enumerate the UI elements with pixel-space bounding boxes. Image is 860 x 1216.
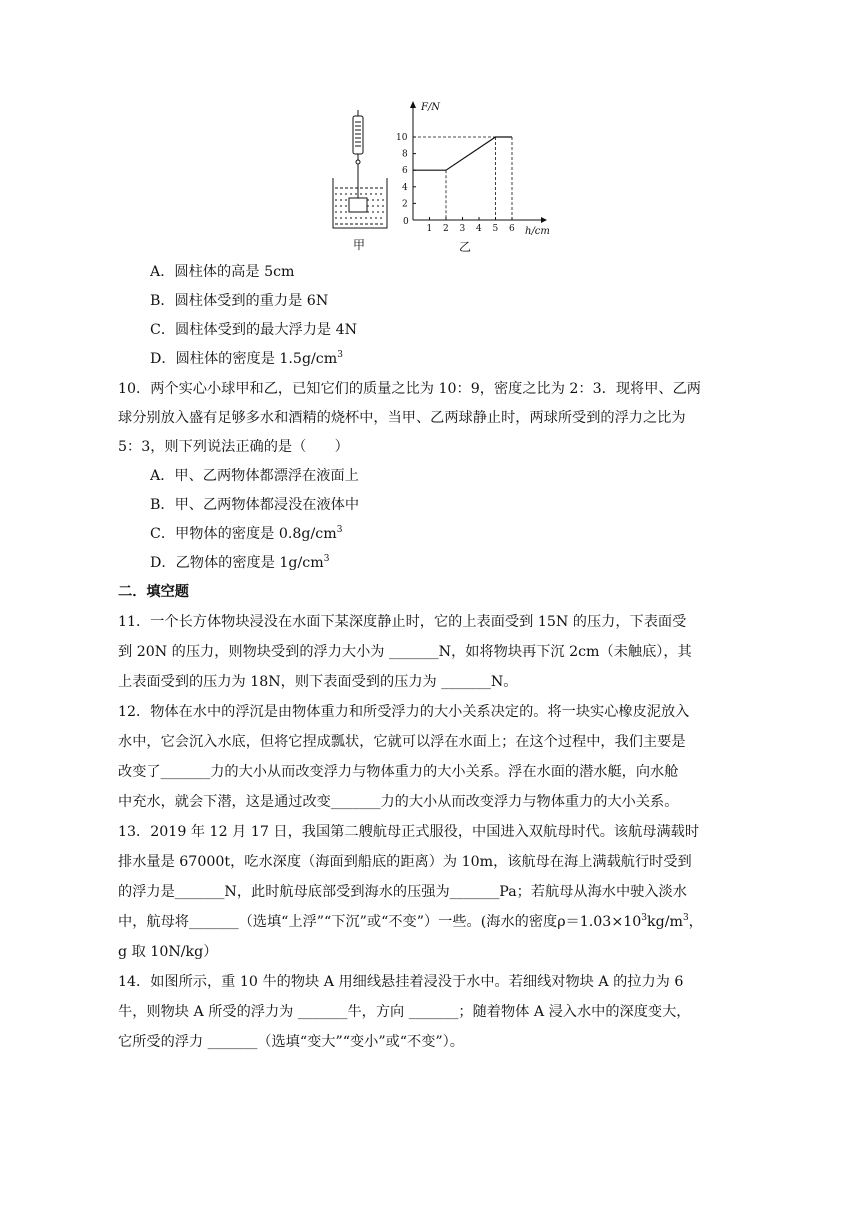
q11-line-3: 上表面受到的压力为 18N，则下表面受到的压力为 _______N。: [118, 674, 518, 690]
x-axis-arrow: [541, 217, 547, 223]
q9-option-a: A．圆柱体的高是 5cm: [150, 264, 295, 280]
y-tick-label: 6: [402, 166, 408, 177]
q9-option-d: [150, 349, 343, 369]
q13-line-3: 的浮力是_______N，此时航母底部受到海水的压强为_______Pa；若航母从海水中驶入淡水: [118, 884, 687, 900]
q14-line-1: 14．如图所示，重 10 牛的物块 A 用细线悬挂着浸没于水中。若细线对物块 A 的拉力为 6: [118, 974, 684, 990]
force-depth-graph: [396, 101, 550, 237]
q13-line-4-end: ，: [688, 914, 703, 930]
q10-option-d: [150, 553, 329, 573]
q10-option-c: [150, 524, 342, 544]
q13-line-4: [118, 912, 703, 932]
q10-option-c-text: C．甲物体的密度是 0.8g/cm: [150, 526, 337, 542]
q10-option-b: B．甲、乙两物体都浸没在液体中: [150, 497, 360, 513]
q12-line-3: 改变了_______力的大小从而改变浮力与物体重力的大小关系。浮在水面的潜水艇，向水舱: [118, 764, 679, 780]
q13-line-5: g 取 10N/kg）: [118, 944, 218, 960]
q10-option-d-text: D．乙物体的密度是 1g/cm: [150, 555, 324, 571]
q11-line-1: 11．一个长方体物块浸没在水面下某深度静止时，它的上表面受到 15N 的压力，下表面受: [118, 614, 687, 630]
q13-line-4-sup2: 3: [682, 913, 689, 923]
q14-line-2: 牛，则物块 A 所受的浮力为 _______牛，方向 _______；随着物体 A 浸入水中的深度变大，: [118, 1004, 691, 1020]
q12-line-1: 12．物体在水中的浮沉是由物体重力和所受浮力的大小关系决定的。将一块实心橡皮泥放入: [118, 704, 690, 720]
q13-line-4-sup: 3: [641, 913, 648, 923]
q10-line-3: 5：3，则下列说法正确的是（ ）: [118, 439, 349, 455]
x-tick-label: 4: [476, 224, 482, 234]
section-heading: 二．填空题: [118, 584, 189, 600]
x-axis-label: h/cm: [525, 226, 550, 237]
q10-line-2: 球分别放入盛有足够多水和酒精的烧杯中，当甲、乙两球静止时，两球所受到的浮力之比为: [118, 410, 686, 426]
q10-line-1: 10．两个实心小球甲和乙，已知它们的质量之比为 10：9，密度之比为 2：3．现将甲、乙两: [118, 381, 701, 397]
q10-option-c-sup: 3: [336, 525, 343, 535]
y-tick-label: 8: [402, 149, 408, 160]
cylinder-block: [349, 198, 367, 212]
q11-line-2: 到 20N 的压力，则物块受到的浮力大小为 _______N，如将物块再下沉 2cm（未触底），其: [118, 644, 692, 660]
q10-option-a: A．甲、乙两物体都漂浮在液面上: [150, 468, 359, 484]
q9-option-d-text: D．圆柱体的密度是 1.5g/cm: [150, 351, 338, 367]
q13-line-4-unit: kg/m: [647, 914, 683, 930]
spring-scale-apparatus: [333, 110, 387, 228]
y-tick-label: 2: [402, 199, 408, 210]
x-tick-label: 2: [443, 224, 449, 234]
x-tick-label: 5: [492, 224, 499, 234]
q9-option-b: B．圆柱体受到的重力是 6N: [150, 293, 329, 309]
q12-line-4: 中充水，就会下潜，这是通过改变_______力的大小从而改变浮力与物体重力的大小关系。: [118, 794, 679, 810]
x-tick-label: 6: [509, 224, 515, 234]
q13-line-1: 13．2019 年 12 月 17 日，我国第二艘航母正式服役，中国进入双航母时代。该航母满载时: [118, 824, 700, 840]
force-series-line: [413, 137, 512, 170]
q10-option-d-sup: 3: [323, 554, 330, 564]
y-tick-label: 4: [402, 182, 408, 193]
q9-option-d-sup: 3: [337, 350, 343, 360]
apparatus-caption: 甲: [353, 238, 366, 252]
y-tick-label: 10: [396, 133, 408, 143]
y-axis-arrow: [410, 101, 416, 108]
q13-line-2: 排水量是 67000t，吃水深度（海面到船底的距离）为 10m，该航母在海上满载航行时受到: [118, 854, 692, 870]
x-tick-label: 1: [426, 224, 433, 234]
q12-line-2: 水中，它会沉入水底，但将它捏成瓢状，它就可以浮在水面上；在这个过程中，我们主要是: [118, 734, 686, 750]
q14-line-3: 它所受的浮力 _______（选填“变大”“变小”或“不变”）。: [118, 1034, 464, 1050]
q9-option-c: C．圆柱体受到的最大浮力是 4N: [150, 322, 358, 338]
q13-line-4-text: 中，航母将_______（选填“上浮”“下沉”或“不变”）一些。(海水的密度ρ＝1.03×10: [118, 914, 642, 930]
y-axis-label: F/N: [421, 102, 441, 113]
x-tick-label: 3: [459, 224, 466, 234]
graph-caption: 乙: [459, 240, 472, 254]
q9-figure: [325, 96, 565, 256]
origin-label: 0: [403, 217, 409, 227]
